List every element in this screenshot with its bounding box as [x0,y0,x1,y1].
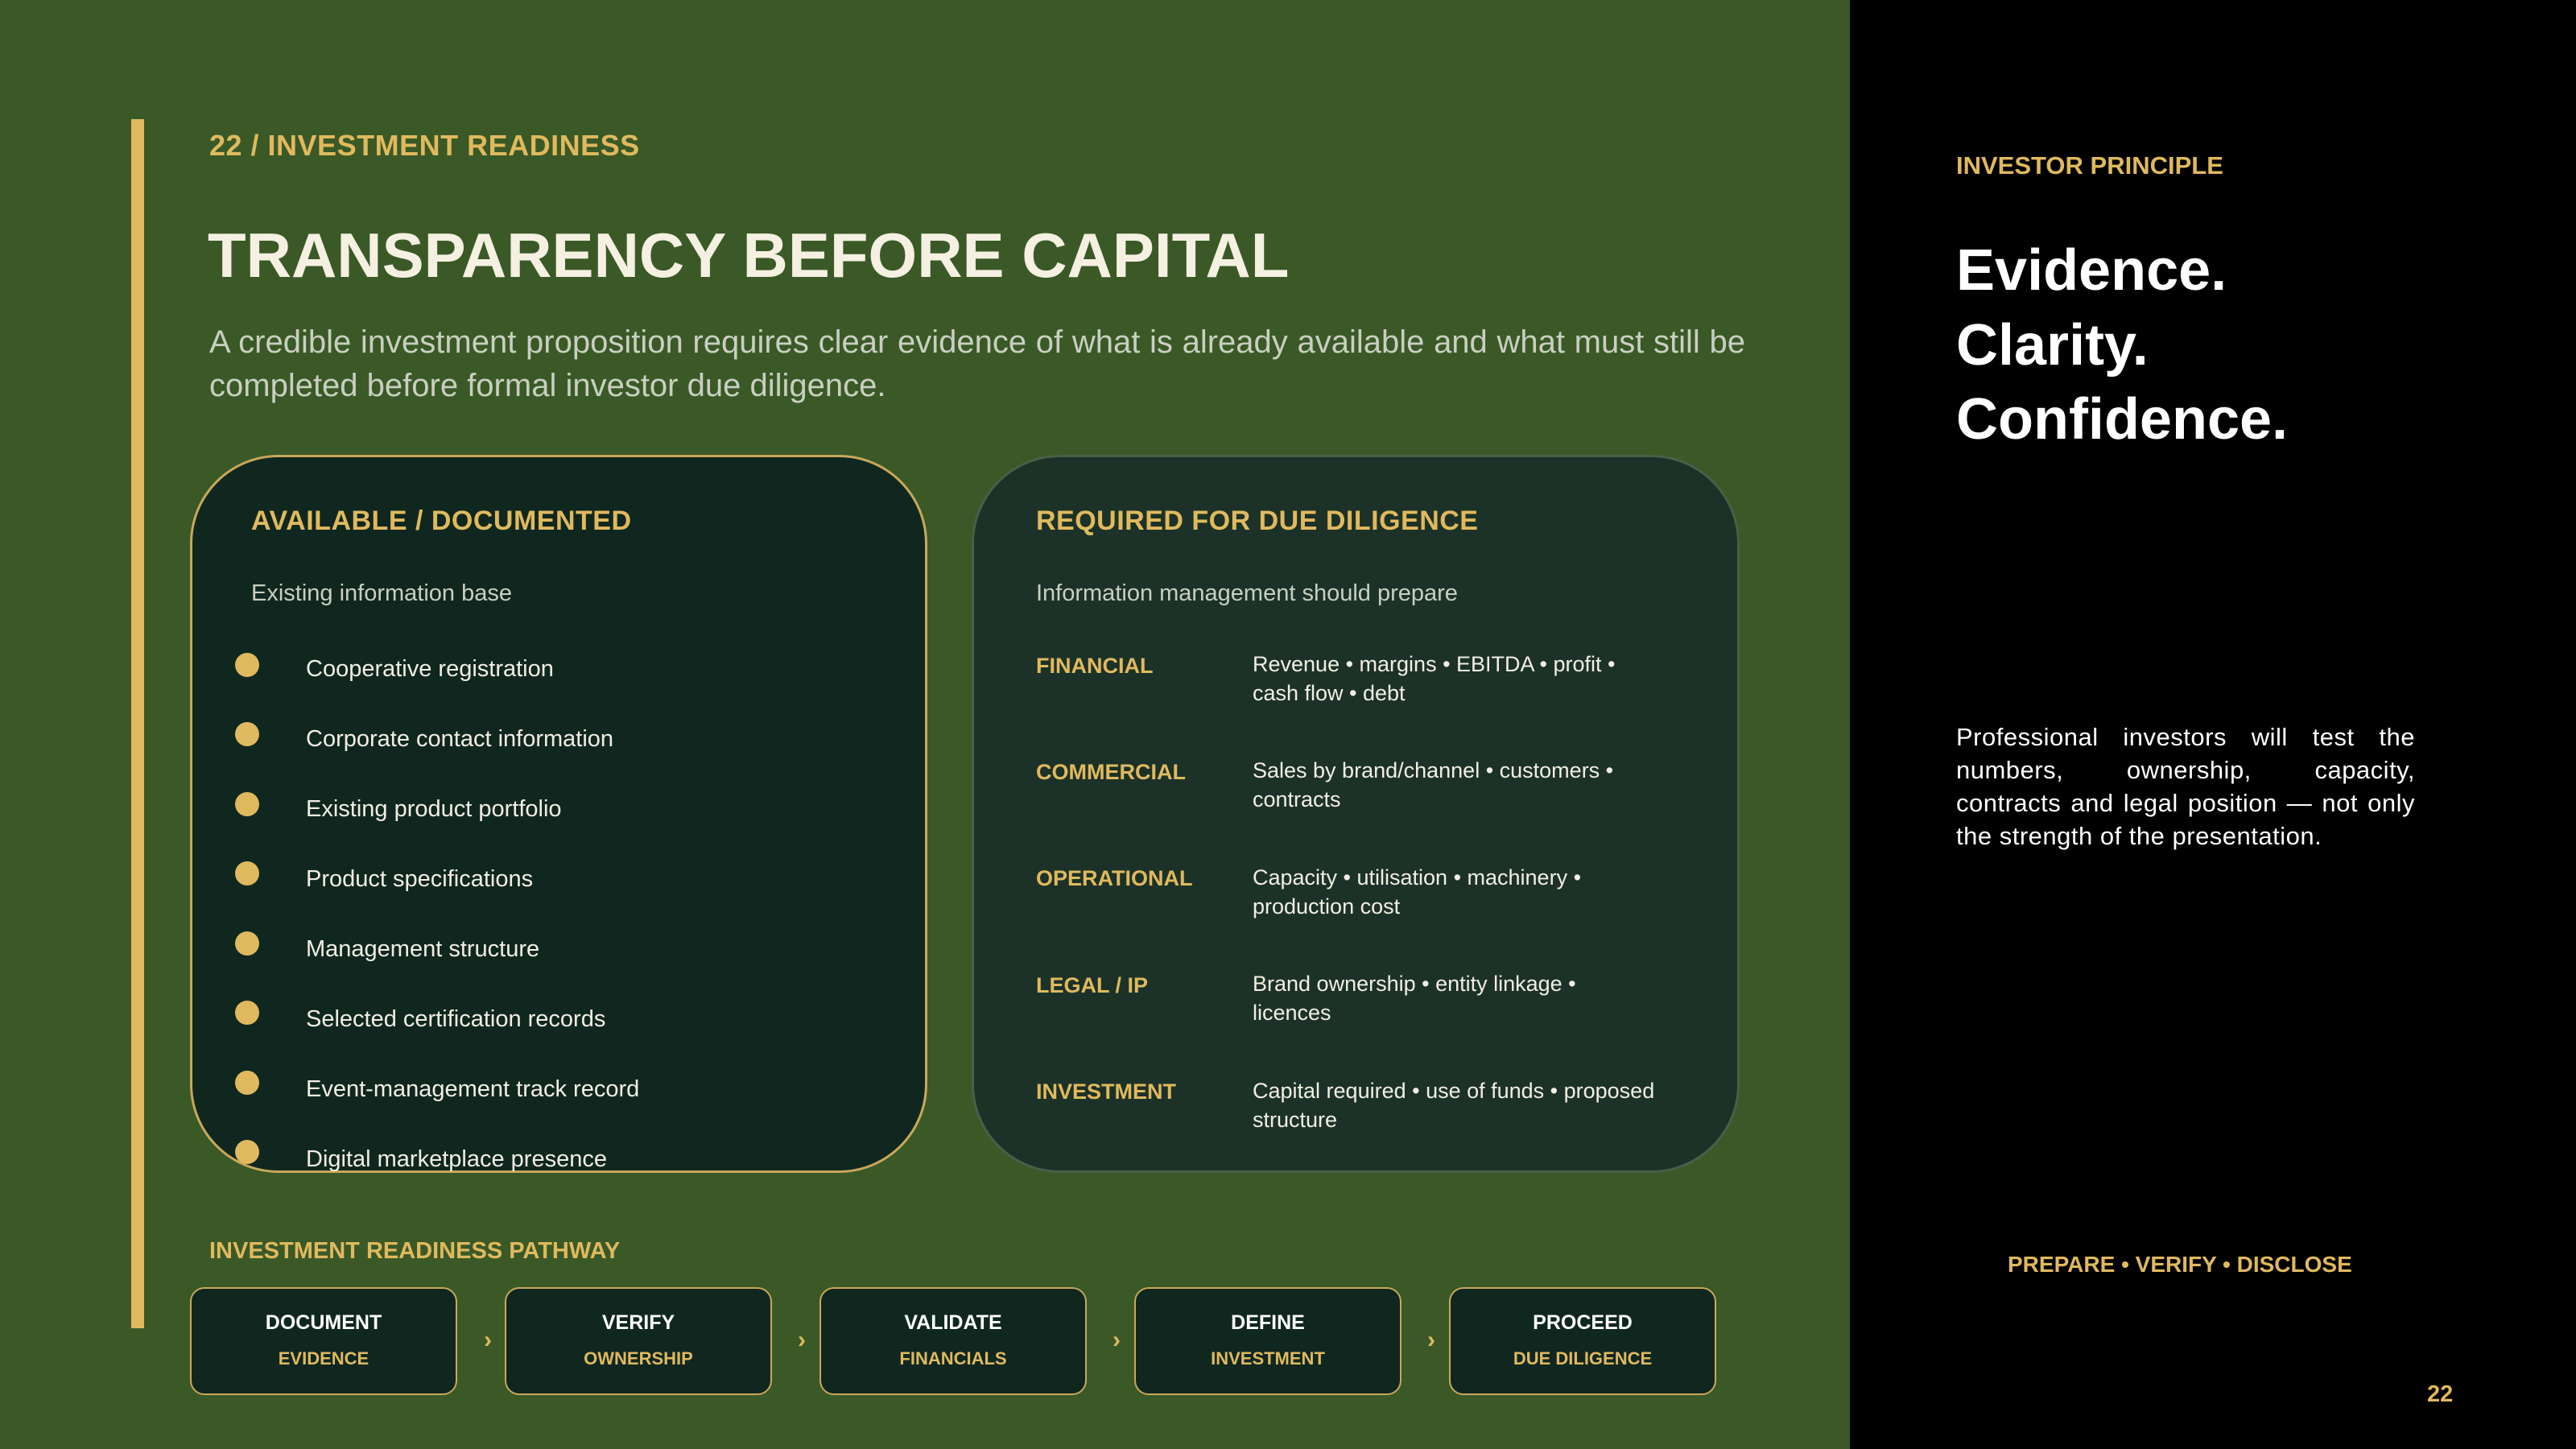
page-number: 22 [2427,1381,2454,1407]
step-subtitle: DUE DILIGENCE [1513,1348,1653,1368]
principle-line: Confidence. [1956,387,2289,452]
requirement-label: FINANCIAL [1036,654,1154,678]
step-title: DEFINE [1231,1311,1305,1334]
available-item: Event-management track record [306,1076,640,1102]
requirement-label: LEGAL / IP [1036,973,1149,997]
requirement-description: Revenue • margins • EBITDA • profit • cash flow • debt [1253,652,1616,705]
pathway-step-define [1134,1287,1402,1395]
available-card-title: AVAILABLE / DOCUMENTED [251,506,632,536]
available-item: Digital marketplace presence [306,1146,607,1172]
available-item: Product specifications [306,866,534,892]
required-card-subtitle: Information management should prepare [1036,580,1458,606]
required-card-title: REQUIRED FOR DUE DILIGENCE [1036,506,1479,536]
requirement-label: COMMERCIAL [1036,760,1186,784]
available-item: Cooperative registration [306,656,554,682]
step-subtitle: INVESTMENT [1211,1348,1325,1368]
bullet-icon [235,1140,259,1164]
step-title: DOCUMENT [265,1311,382,1334]
footer-tagline: PREPARE • VERIFY • DISCLOSE [2008,1252,2352,1277]
step-title: VALIDATE [904,1311,1002,1334]
chevron-right-icon: › [798,1327,806,1353]
bullet-icon [235,653,259,677]
step-subtitle: EVIDENCE [278,1348,369,1368]
pathway-step-document [190,1287,457,1395]
step-subtitle: OWNERSHIP [584,1348,693,1368]
step-subtitle: FINANCIALS [899,1348,1007,1368]
bullet-icon [235,722,259,746]
requirement-description: Brand ownership • entity linkage • licences [1253,972,1576,1025]
principle-label: INVESTOR PRINCIPLE [1956,151,2223,180]
pathway-step-verify [505,1287,772,1395]
requirement-description: Capital required • use of funds • proposed structure [1253,1079,1655,1132]
accent-bar [131,119,144,1328]
principle-line: Clarity. [1956,313,2149,378]
pathway-step-validate [819,1287,1087,1395]
available-card-subtitle: Existing information base [251,580,512,606]
bullet-icon [235,1001,259,1025]
pathway-title: INVESTMENT READINESS PATHWAY [209,1238,621,1264]
bullet-icon [235,861,259,886]
principle-line: Evidence. [1956,238,2227,303]
chevron-right-icon: › [1427,1327,1435,1353]
bullet-icon [235,1071,259,1095]
available-item: Selected certification records [306,1006,606,1032]
available-item: Management structure [306,936,540,962]
requirement-label: INVESTMENT [1036,1080,1177,1104]
available-item: Existing product portfolio [306,796,562,822]
step-title: PROCEED [1533,1311,1633,1334]
bullet-icon [235,931,259,956]
available-item: Corporate contact information [306,726,614,752]
investor-note: Professional investors will test the numbers, ownership, capacity, contracts and legal position — not only the strength of the presentation. [1956,723,2415,850]
chevron-right-icon: › [484,1327,492,1353]
section-label: 22 / INVESTMENT READINESS [209,129,640,162]
page-title: TRANSPARENCY BEFORE CAPITAL [208,220,1290,291]
requirement-description: Capacity • utilisation • machinery • production cost [1253,865,1582,919]
required-card [972,455,1740,1173]
requirement-label: OPERATIONAL [1036,866,1193,890]
pathway-step-proceed [1449,1287,1716,1395]
intro-paragraph: A credible investment proposition requires clear evidence of what is already available and what must still be completed before formal investor due diligence. [209,324,1745,403]
requirement-description: Sales by brand/channel • customers • contracts [1253,758,1614,811]
chevron-right-icon: › [1113,1327,1121,1353]
step-title: VERIFY [601,1311,675,1334]
bullet-icon [235,792,259,816]
